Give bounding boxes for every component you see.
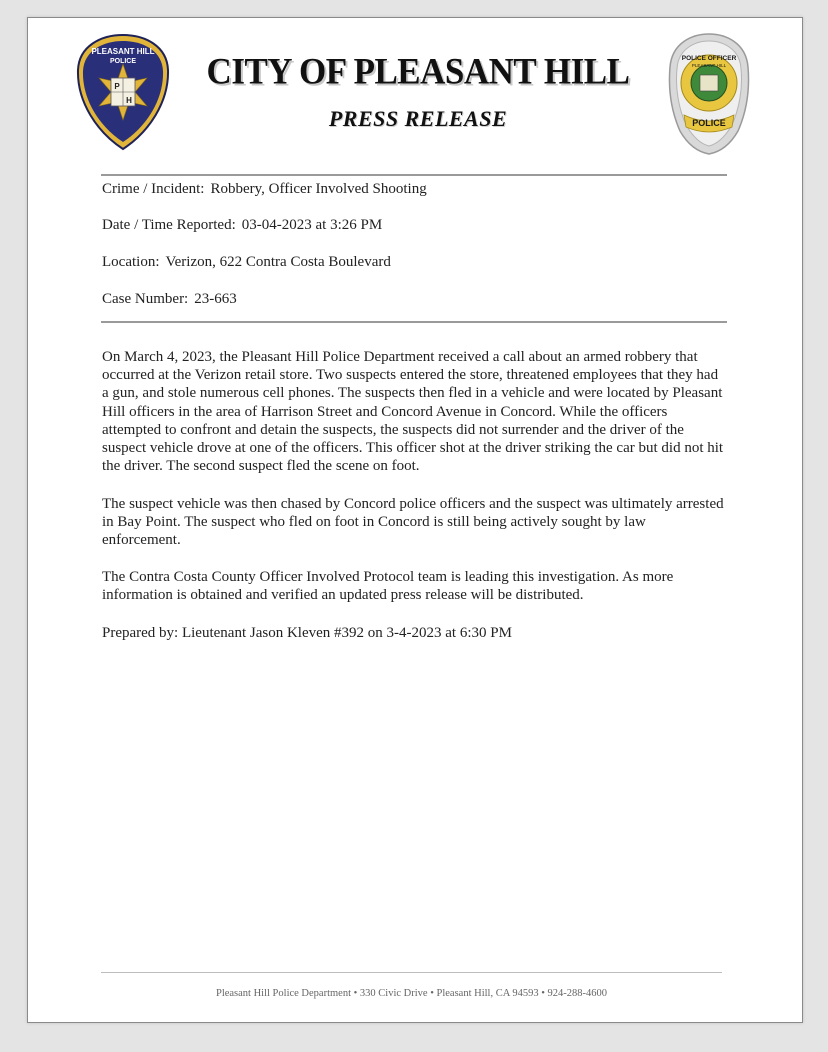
press-release-page [27,17,803,1023]
footer-contact: Pleasant Hill Police Department • 330 Civic Drive • Pleasant Hill, CA 94593 • 924-288-4600 [215,988,608,999]
date-time-value: 03-04-2023 at 3:26 PM [241,217,383,233]
police-officer-badge-logo [666,31,752,157]
case-number-label: Case Number: [102,291,189,307]
crime-incident-value: Robbery, Officer Involved Shooting [210,181,427,197]
body-paragraph-2: The suspect vehicle was then chased by Concord police officers and the suspect was ultimately arrested in Bay Point. The suspect who fled on foot in Concord is still being actively sought by law enforcement. [102,496,724,549]
page-subtitle: PRESS RELEASE [328,106,508,131]
patch-text-top: PLEASANT HILL [91,47,155,56]
location-field [102,254,391,271]
location-label: Location: [102,254,160,270]
body-paragraph-3: The Contra Costa County Officer Involved Protocol team is leading this investigation. As more information is obtained and verified an updated press release will be distributed. [102,569,674,604]
crime-incident-field [102,181,427,198]
case-number-field [102,291,237,308]
badge-text-city: PLEASANT HILL [691,63,727,68]
case-number-value: 23-663 [194,291,237,307]
date-time-label: Date / Time Reported: [102,217,236,233]
fields-divider [101,321,727,323]
prepared-by-line: Prepared by: Lieutenant Jason Kleven #392 on 3-4-2023 at 6:30 PM [102,625,512,641]
location-value: Verizon, 622 Contra Costa Boulevard [165,254,391,270]
badge-text-top: POLICE OFFICER [681,55,737,62]
crime-incident-label: Crime / Incident: [102,181,205,197]
footer-divider [101,972,722,973]
header-divider [101,174,727,176]
date-time-field [102,217,382,234]
page-title: CITY OF PLEASANT HILL [206,51,630,92]
badge-text-police: POLICE [692,118,726,128]
patch-letter-p: P [114,82,120,91]
patch-text-sub: POLICE [109,58,137,65]
patch-letter-h: H [126,96,132,105]
body-paragraph-1: On March 4, 2023, the Pleasant Hill Police Department received a call about an armed robbery that occurred at the Verizon retail store. Two suspects entered the store, threatened employees that they had a gun, and stole numerous cell phones. The suspects then fled in a vehicle and were located by Pleasant Hill officers in the area of Harrison Street and Concord Avenue in Concord. While the officers attempted to confront and detain the suspects, the suspects did not surrender and the driver of the suspect vehicle drove at one of the officers. This officer shot at the driver striking the car but did not hit the driver. The second suspect fled the scene on foot. [102,349,724,475]
